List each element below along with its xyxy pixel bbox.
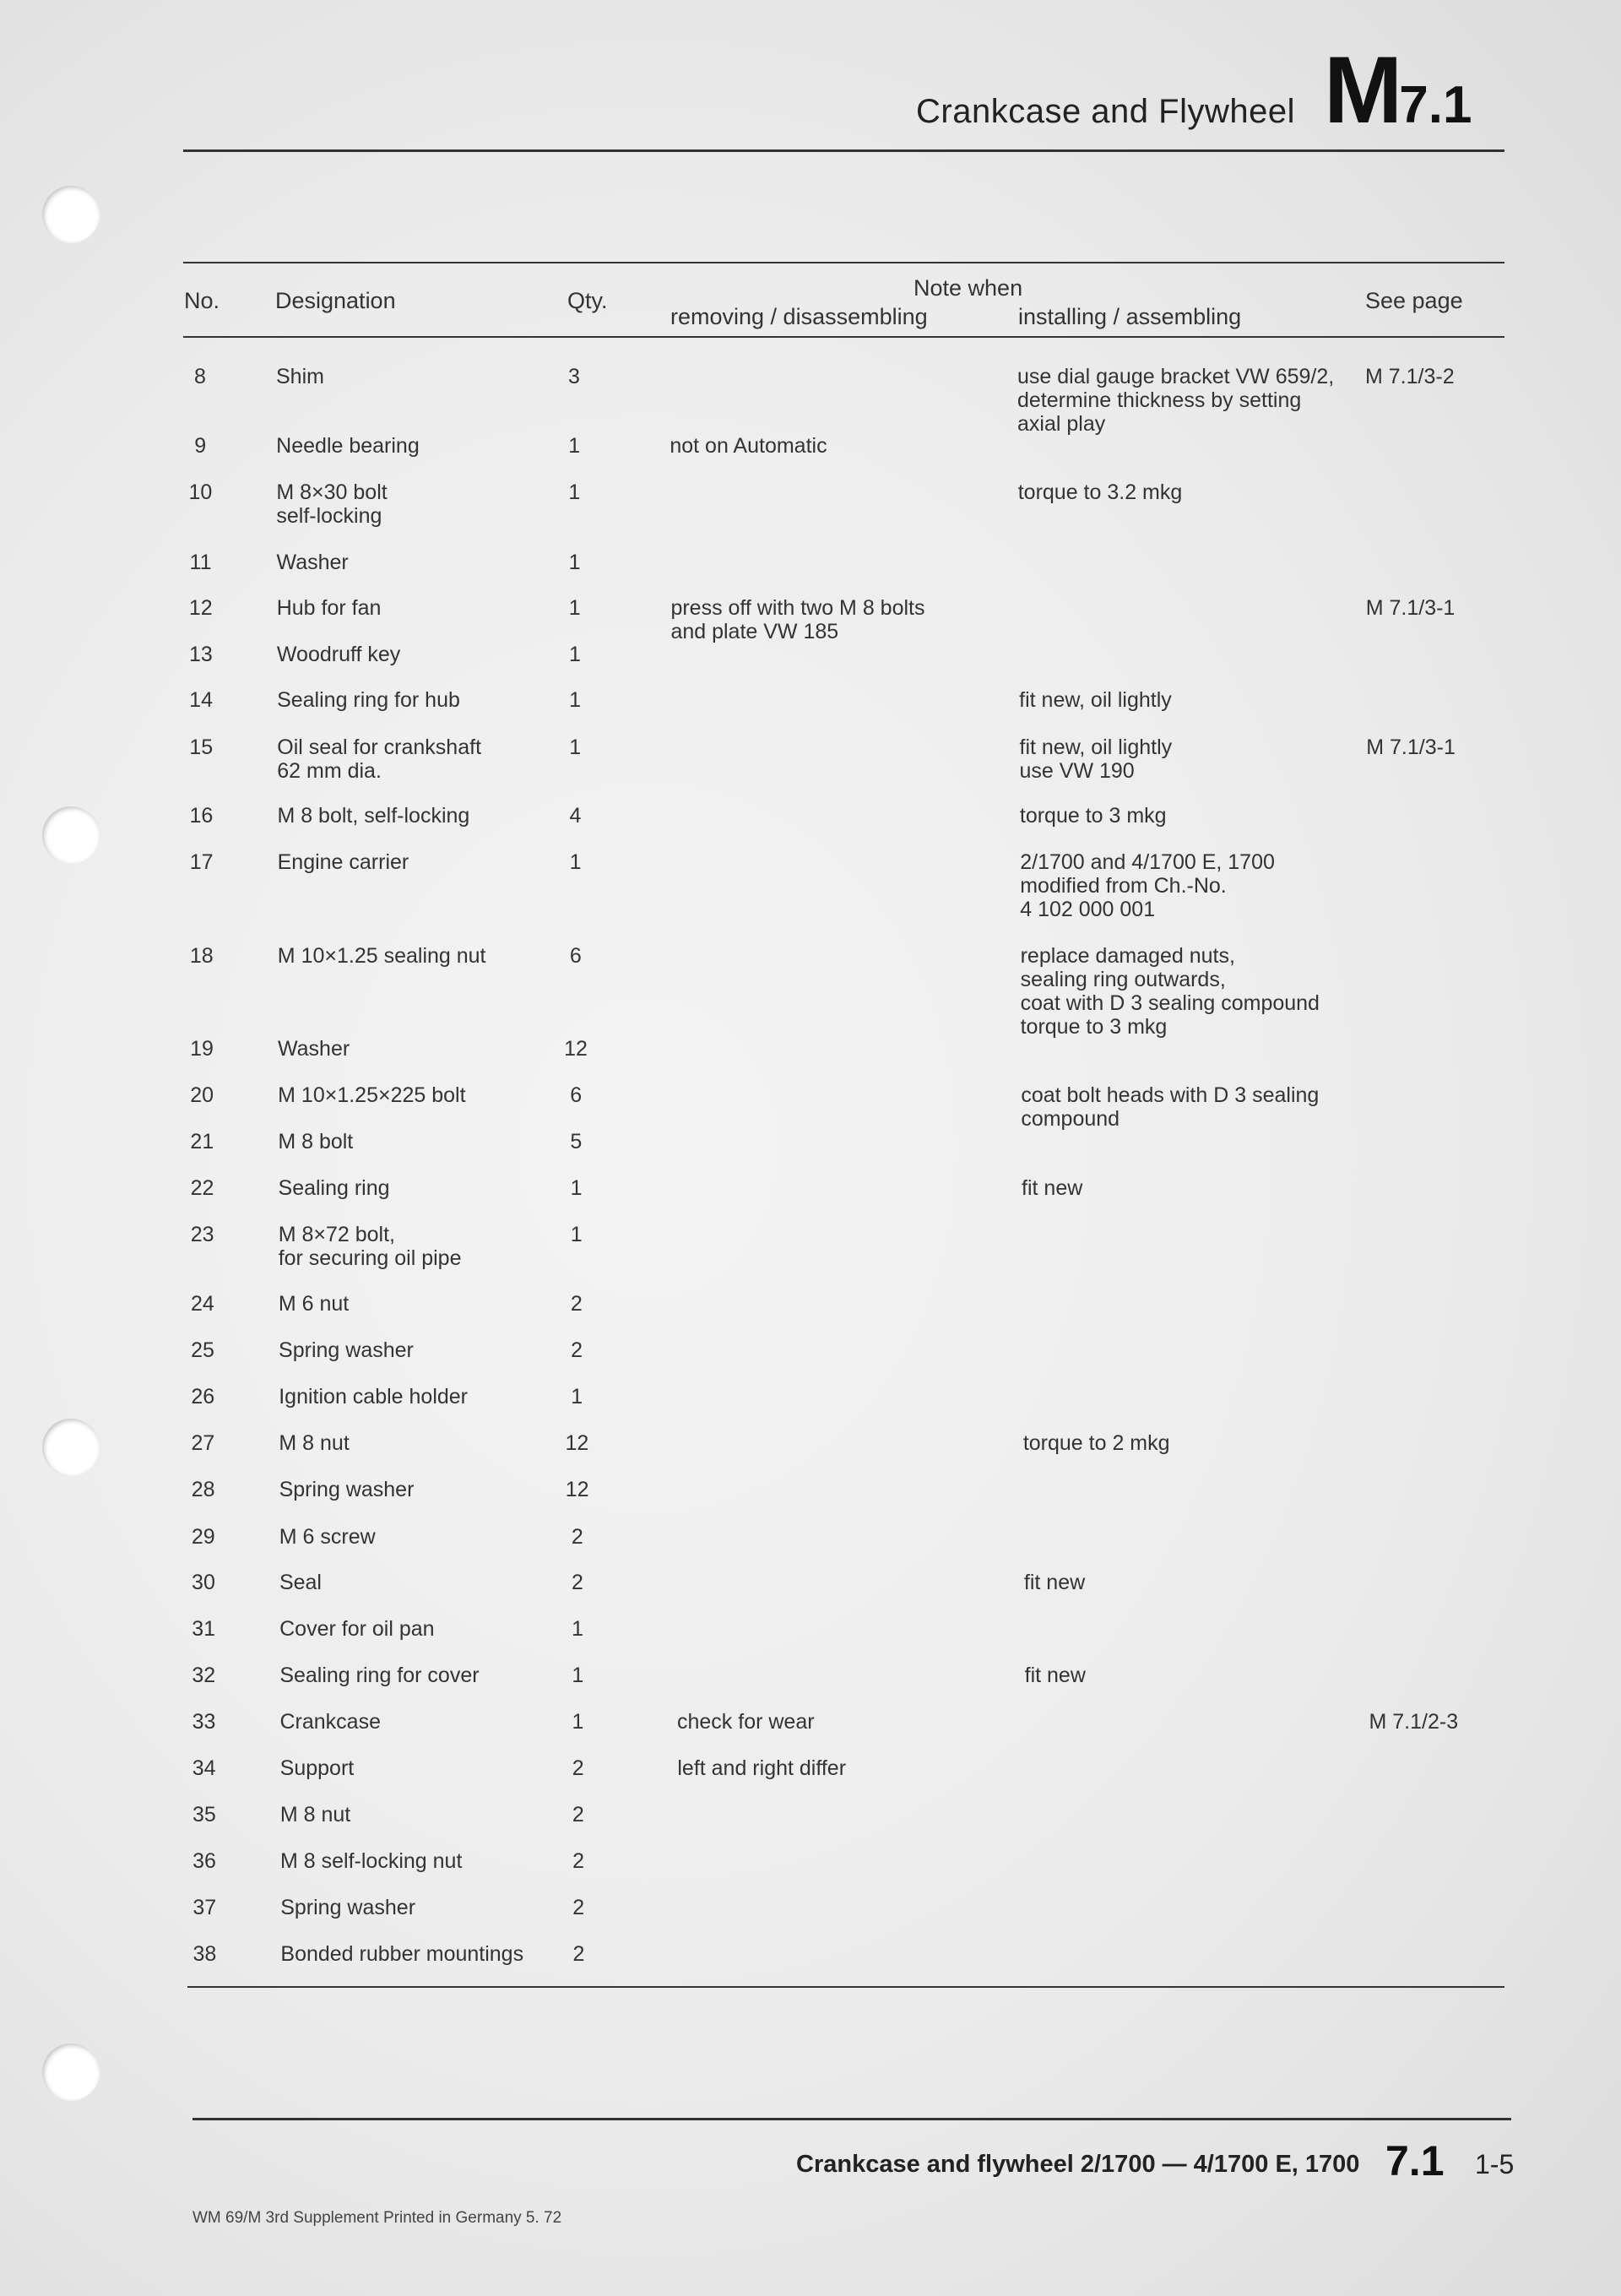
row-designation: Sealing ring for cover: [279, 1664, 480, 1687]
row-quantity: 2: [572, 1896, 585, 1919]
row-designation: M 10×1.25 sealing nut: [277, 944, 486, 968]
row-number: 35: [192, 1803, 216, 1826]
row-quantity: 1: [568, 596, 581, 620]
row-number: 33: [192, 1710, 216, 1734]
row-number: 36: [192, 1849, 216, 1873]
row-number: 28: [191, 1478, 215, 1501]
row-quantity: 12: [565, 1478, 589, 1501]
row-number: 21: [190, 1130, 214, 1153]
row-number: 11: [189, 551, 212, 574]
row-see-page: M 7.1/3-1: [1365, 596, 1456, 620]
row-quantity: 2: [572, 1571, 583, 1594]
row-number: 19: [190, 1037, 214, 1061]
row-installing-note: torque to 3 mkg: [1019, 804, 1167, 828]
row-designation: M 8 self-locking nut: [280, 1849, 463, 1873]
col-head-no: No.: [184, 288, 220, 313]
row-quantity: 2: [572, 1849, 584, 1873]
row-quantity: 2: [572, 1756, 584, 1780]
table-top-rule: [183, 262, 1504, 263]
row-quantity: 1: [572, 1664, 584, 1687]
row-see-page: M 7.1/3-2: [1365, 365, 1455, 388]
row-designation: Bonded rubber mountings: [280, 1942, 524, 1966]
row-removing-note: left and right differ: [677, 1756, 847, 1780]
row-quantity: 2: [571, 1525, 583, 1549]
row-removing-note: press off with two M 8 bolts and plate VW 185: [670, 596, 925, 643]
row-designation: M 8 nut: [279, 1803, 351, 1826]
row-designation: M 8×30 bolt self-locking: [276, 480, 388, 528]
row-installing-note: fit new: [1023, 1571, 1086, 1594]
row-quantity: 6: [569, 944, 582, 968]
row-designation: Oil seal for crankshaft 62 mm dia.: [277, 735, 482, 783]
row-number: 34: [192, 1756, 216, 1780]
row-number: 37: [192, 1896, 217, 1919]
row-quantity: 1: [568, 434, 581, 458]
row-designation: Hub for fan: [276, 596, 382, 620]
row-designation: Needle bearing: [276, 434, 420, 458]
row-number: 13: [188, 643, 213, 666]
row-quantity: 12: [565, 1431, 589, 1455]
row-quantity: 1: [570, 1223, 583, 1246]
row-designation: Cover for oil pan: [279, 1617, 435, 1641]
row-number: 9: [194, 434, 207, 458]
row-designation: M 6 screw: [279, 1525, 376, 1549]
col-head-qty: Qty.: [567, 288, 608, 313]
row-number: 29: [191, 1525, 215, 1549]
row-number: 8: [194, 365, 206, 388]
row-designation: M 10×1.25×225 bolt: [278, 1083, 466, 1107]
row-quantity: 3: [568, 365, 580, 388]
footer-page-number: 1-5: [1475, 2149, 1515, 2179]
row-designation: Sealing ring: [278, 1176, 390, 1200]
row-installing-note: fit new: [1022, 1176, 1083, 1200]
row-number: 30: [192, 1571, 215, 1594]
row-designation: Support: [279, 1756, 355, 1780]
row-installing-note: fit new: [1024, 1664, 1086, 1687]
row-installing-note: use dial gauge bracket VW 659/2, determine thickness by setting axial play: [1017, 365, 1335, 436]
row-number: 24: [190, 1292, 214, 1316]
section-code-letter: M: [1324, 37, 1400, 143]
row-number: 22: [190, 1176, 214, 1200]
col-head-designation: Designation: [275, 288, 396, 313]
section-code-number: 7.1: [1399, 76, 1472, 134]
row-quantity: 6: [570, 1083, 583, 1107]
row-designation: Shim: [276, 365, 324, 388]
row-designation: Spring washer: [279, 1338, 414, 1362]
row-number: 14: [189, 688, 213, 712]
footer-rule: [192, 2118, 1511, 2120]
row-designation: Engine carrier: [277, 850, 409, 874]
row-quantity: 1: [572, 1617, 584, 1641]
row-installing-note: replace damaged nuts, sealing ring outwards, coat with D 3 sealing compound torque to 3 mkg: [1020, 944, 1320, 1039]
row-number: 26: [191, 1385, 215, 1409]
col-head-removing: removing / disassembling: [670, 304, 928, 329]
row-number: 32: [192, 1664, 216, 1687]
row-see-page: M 7.1/2-3: [1369, 1710, 1459, 1734]
row-designation: Seal: [279, 1571, 322, 1594]
imprint: WM 69/M 3rd Supplement Printed in Germany 5. 72: [192, 2209, 562, 2227]
binder-hole: [42, 1419, 100, 1476]
table-head-rule: [183, 336, 1504, 338]
row-designation: Washer: [277, 1037, 350, 1061]
row-quantity: 1: [570, 1176, 583, 1200]
row-quantity: 2: [572, 1942, 585, 1966]
row-number: 38: [192, 1942, 217, 1966]
row-designation: M 8 bolt, self-locking: [277, 804, 470, 828]
row-designation: Spring washer: [280, 1896, 416, 1919]
row-quantity: 1: [568, 643, 581, 666]
row-quantity: 1: [572, 1710, 584, 1734]
binder-hole: [42, 806, 100, 864]
page-title: Crankcase and Flywheel: [916, 93, 1295, 130]
row-number: 10: [188, 480, 213, 504]
header-rule: [183, 149, 1504, 152]
table-bottom-rule: [187, 1986, 1504, 1988]
row-quantity: 1: [569, 850, 582, 874]
row-quantity: 1: [569, 688, 582, 712]
row-quantity: 2: [571, 1338, 583, 1362]
footer-section: 7.1: [1385, 2137, 1445, 2185]
col-head-note-when: Note when: [914, 275, 1023, 301]
row-number: 25: [191, 1338, 214, 1362]
row-installing-note: coat bolt heads with D 3 sealing compound: [1021, 1083, 1320, 1131]
row-quantity: 1: [569, 735, 582, 759]
row-removing-note: check for wear: [677, 1710, 815, 1734]
row-installing-note: fit new, oil lightly: [1019, 688, 1172, 712]
row-designation: Washer: [276, 551, 349, 574]
row-removing-note: not on Automatic: [670, 434, 827, 458]
row-designation: Crankcase: [279, 1710, 381, 1734]
row-installing-note: fit new, oil lightly use VW 190: [1019, 735, 1173, 783]
row-number: 15: [189, 735, 214, 759]
row-quantity: 1: [571, 1385, 583, 1409]
row-quantity: 12: [564, 1037, 588, 1061]
row-number: 23: [190, 1223, 214, 1246]
row-designation: M 8 nut: [279, 1431, 350, 1455]
row-number: 12: [188, 596, 213, 620]
row-number: 27: [191, 1431, 215, 1455]
row-designation: M 8×72 bolt, for securing oil pipe: [278, 1223, 462, 1270]
row-number: 18: [189, 944, 214, 968]
binder-hole: [42, 2044, 100, 2101]
row-installing-note: torque to 2 mkg: [1022, 1431, 1170, 1455]
row-quantity: 1: [568, 551, 581, 574]
row-installing-note: torque to 3.2 mkg: [1017, 480, 1183, 504]
footer-title: Crankcase and flywheel 2/1700 — 4/1700 E, 1700: [796, 2151, 1360, 2178]
section-code: [1324, 35, 1472, 144]
row-number: 16: [189, 804, 214, 828]
col-head-see-page: See page: [1365, 288, 1463, 313]
row-designation: M 8 bolt: [278, 1130, 354, 1153]
row-designation: M 6 nut: [278, 1292, 350, 1316]
row-quantity: 2: [570, 1292, 583, 1316]
row-designation: Spring washer: [279, 1478, 415, 1501]
row-number: 31: [192, 1617, 216, 1641]
row-quantity: 4: [569, 804, 582, 828]
row-designation: Sealing ring for hub: [277, 688, 460, 712]
row-see-page: M 7.1/3-1: [1366, 735, 1456, 759]
binder-hole: [42, 186, 100, 243]
row-quantity: 2: [572, 1803, 584, 1826]
row-designation: Ignition cable holder: [279, 1385, 469, 1409]
row-quantity: 5: [570, 1130, 583, 1153]
row-installing-note: 2/1700 and 4/1700 E, 1700 modified from Ch.-No. 4 102 000 001: [1020, 850, 1275, 921]
row-number: 20: [190, 1083, 214, 1107]
row-quantity: 1: [568, 480, 581, 504]
row-designation: Woodruff key: [276, 643, 401, 666]
col-head-installing: installing / assembling: [1018, 304, 1242, 329]
row-number: 17: [189, 850, 214, 874]
